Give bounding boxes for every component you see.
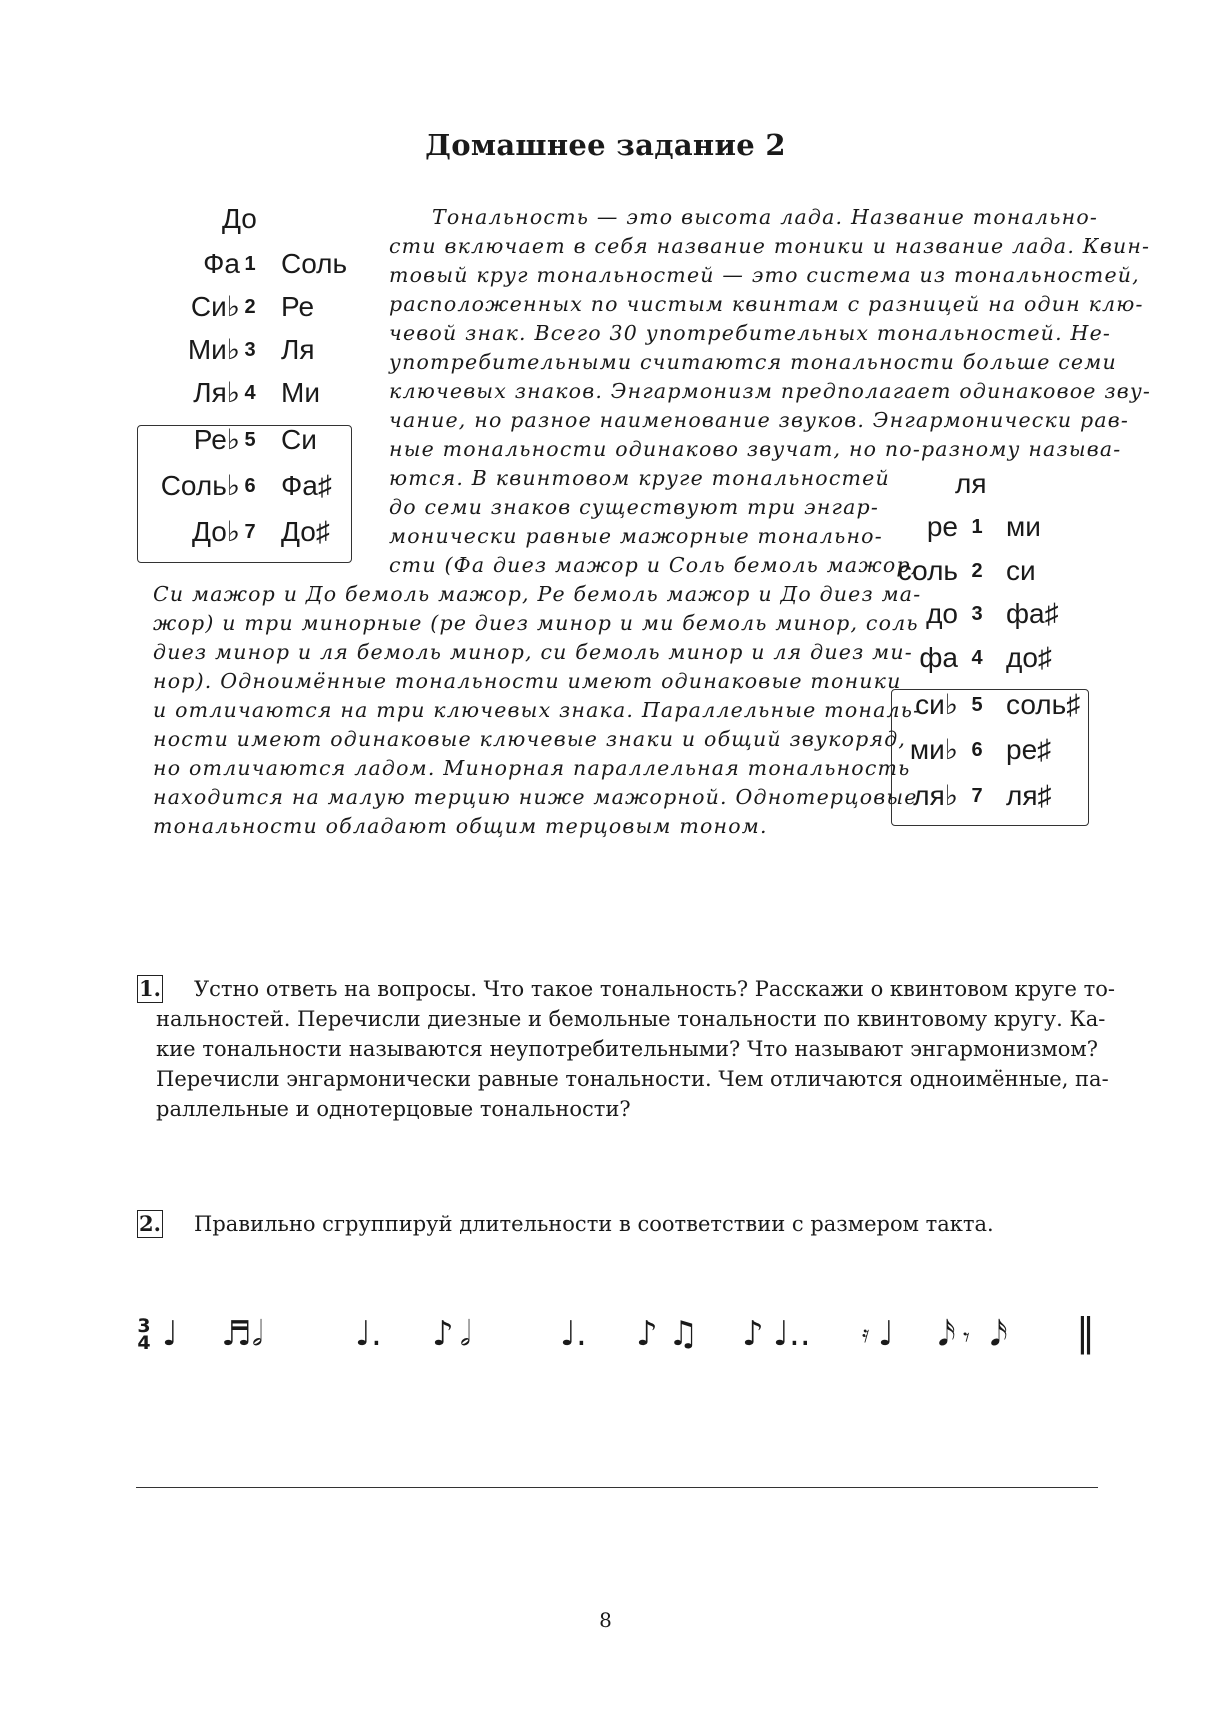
note-double-dotted-quarter: ♩.. [773,1314,811,1354]
theory-line: Тональность — это высота лада. Название тонально- [432,205,1098,229]
theory-block-wide-bottom [153,580,922,841]
minor_circle-left-key: фа [919,642,958,673]
task-1-text-first [194,974,1115,1004]
major_circle-left-key: Фа [203,248,240,279]
theory-line: употребительными считаются тональности больше семи [389,350,1117,374]
note-half: 𝅗𝅥 [252,1314,263,1354]
theory-line: до семи знаков существуют три энгар- [389,495,879,519]
note-eighth: ♪ [432,1314,454,1354]
minor_circle-left-key: ре [926,511,958,542]
theory-line: нор). Одноимённые тональности имеют одинаковые тоники [153,669,902,693]
theory-line: сти включает в себя название тоники и название лада. Квин- [389,234,1151,258]
theory-line: ные тональности одинаково звучат, но по-разному называ- [389,437,1122,461]
minor_circle-right-key: ми [1006,511,1041,542]
rest-sixteenth: 𝄿 [862,1320,870,1348]
minor_circle-sign-count: 3 [971,603,983,625]
theory-line: находится на малую терцию ниже мажорной. Однотерцовые [153,785,918,809]
minor_circle-left-key: соль [897,555,958,586]
task-2-text: Правильно сгруппируй длительности в соответствии с размером такта. [194,1212,994,1236]
major_circle-right-key: Фа♯ [281,470,332,501]
minor_circle-sign-count: 2 [971,560,983,582]
time-signature-bottom: 4 [137,1332,151,1354]
theory-line: сти (Фа диез мажор и Соль бемоль мажор, [389,553,919,577]
theory-line: но отличаются ладом. Минорная параллельная тональность [153,756,911,780]
theory-line: ключевых знаков. Энгармонизм предполагает одинаковое зву- [389,379,1152,403]
theory-line: расположенных по чистым квинтам с разницей на один клю- [389,292,1144,316]
major_circle-left-key: Соль♭ [160,470,240,501]
major_circle-left-key: Си♭ [190,291,240,322]
theory-line: ются. В квинтовом круге тональностей [389,466,890,490]
major-circle-top: До [222,203,257,234]
minor_circle-left-key: ми♭ [909,734,958,765]
theory-block-narrow-top [389,464,919,580]
major_circle-left-key: Ми♭ [187,334,240,365]
major_circle-right-key: Си [281,424,317,455]
task-1-line: раллельные и однотерцовые тональности? [156,1097,631,1121]
theory-line: чевой знак. Всего 30 употребительных тональностей. Не- [389,321,1112,345]
note-half: 𝅗𝅥 [460,1314,471,1354]
major_circle-sign-count: 4 [244,382,256,404]
major_circle-sign-count: 2 [244,296,256,318]
theory-line: ности имеют одинаковые ключевые знаки и общий звукоряд, [153,727,907,751]
note-dotted-quarter: ♩. [355,1314,382,1354]
task-1-line: Устно ответь на вопросы. Что такое тональность? Расскажи о квинтовом круге то- [194,977,1115,1001]
major_circle-sign-count: 7 [244,521,256,543]
note-quarter: ♩ [162,1314,179,1354]
note-sixteenth: 𝅘𝅥𝅯 [990,1314,1008,1354]
theory-line: жор) и три минорные (ре диез минор и ми бемоль минор, соль [153,611,919,635]
note-sixteenth-pair: ♬ [221,1314,252,1354]
theory-block-full [389,203,1152,464]
note-dotted-quarter: ♩. [560,1314,587,1354]
major_circle-sign-count: 3 [244,339,256,361]
minor_circle-right-key: фа♯ [1006,598,1059,629]
major_circle-sign-count: 6 [244,475,256,497]
minor_circle-left-key: си♭ [915,689,958,720]
major_circle-right-key: Ля [281,334,315,365]
minor_circle-left-key: до [926,598,958,629]
minor_circle-sign-count: 1 [971,516,983,538]
time-signature [137,1315,151,1354]
theory-line: монически равные мажорные тонально- [389,524,883,548]
minor_circle-right-key: до♯ [1006,642,1052,673]
major_circle-sign-count: 1 [244,253,256,275]
task-1-line: кие тональности называются неупотребительными? Что называют энгармонизмом? [156,1037,1098,1061]
theory-line: товый круг тональностей — это система из тональностей, [389,263,1140,287]
minor_circle-sign-count: 4 [971,647,983,669]
minor_circle-right-key: ре♯ [1006,734,1052,765]
theory-line: и отличаются на три ключевых знака. Параллельные тональ- [153,698,922,722]
note-sixteenth: 𝅘𝅥𝅯 [938,1314,956,1354]
minor_circle-right-key: ля♯ [1006,780,1052,811]
minor_circle-sign-count: 6 [971,739,983,761]
major_circle-left-key: До♭ [191,516,240,547]
theory-line: диез минор и ля бемоль минор, си бемоль минор и ля диез ми- [153,640,913,664]
task-1-line: нальностей. Перечисли диезные и бемольные тональности по квинтовому кругу. Ка- [156,1007,1106,1031]
minor_circle-right-key: соль♯ [1006,689,1081,720]
minor_circle-sign-count: 5 [971,694,983,716]
rest-eighth: 𝄾 [963,1323,970,1353]
theory-line: чание, но разное наименование звуков. Энгармонически рав- [389,408,1130,432]
note-eighth: ♪ [636,1314,658,1354]
task-1-number: 1. [137,975,163,1003]
minor_circle-right-key: си [1006,555,1036,586]
minor_circle-left-key: ля♭ [913,780,958,811]
time-signature-top: 3 [137,1315,151,1337]
note-eighth: ♪ [742,1314,764,1354]
major_circle-right-key: Ре [281,291,315,322]
minor_circle-sign-count: 7 [971,785,983,807]
major_circle-right-key: Соль [281,248,348,279]
final-barline: ‖ [1076,1310,1095,1354]
minor-circle-top: ля [955,468,987,499]
major_circle-left-key: Ре♭ [193,424,240,455]
page-number: 8 [599,1608,612,1632]
major_circle-right-key: До♯ [281,516,330,547]
note-quarter: ♩ [878,1314,895,1354]
page-title: Домашнее задание 2 [425,128,786,162]
answer-line [136,1487,1098,1488]
major_circle-right-key: Ми [281,377,320,408]
task-2-number: 2. [137,1210,163,1238]
major_circle-sign-count: 5 [244,429,256,451]
theory-line: Си мажор и До бемоль мажор, Ре бемоль мажор и До диез ма- [153,582,922,606]
task-1-text-rest [156,1004,1109,1124]
task-1-line: Перечисли энгармонически равные тональности. Чем отличаются одноимённые, па- [156,1067,1109,1091]
theory-line: тональности обладают общим терцовым тоном. [153,814,768,838]
major_circle-left-key: Ля♭ [193,377,240,408]
note-eighth-pair: ♫ [668,1314,699,1354]
